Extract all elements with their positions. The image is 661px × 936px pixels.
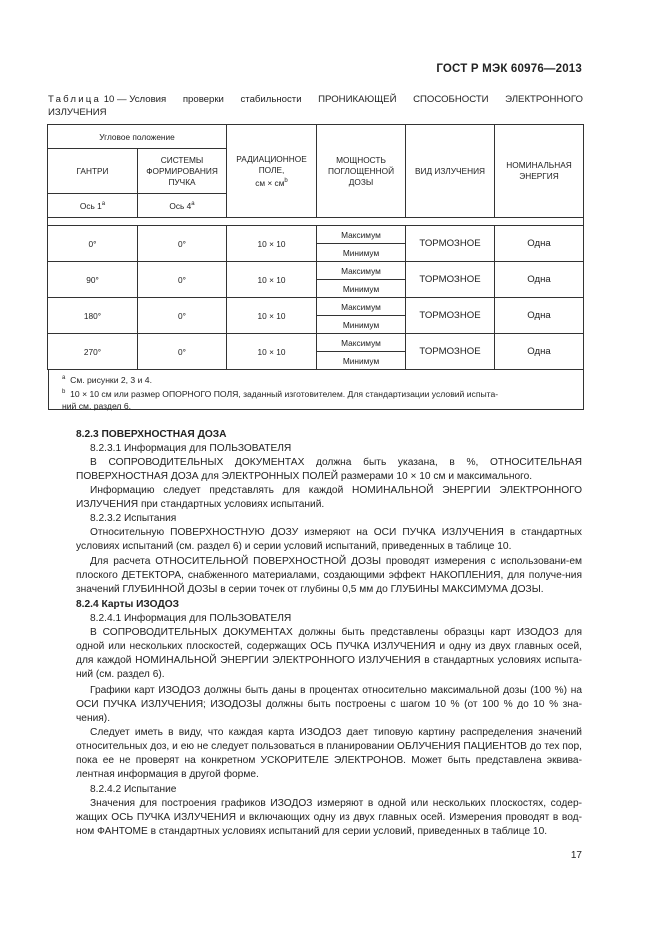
cell-gantry: 270° [48,334,138,370]
table-row [48,298,584,316]
cell-energy: Одна [495,298,584,334]
table-row [48,226,584,244]
caption-dash: — [117,94,127,105]
footnote-b: $^b$ 10 × 10 см или размер ОПОРНОГО ПОЛЯ, заданный изготовителем. Для стандартизации условий испыта- [62,388,499,399]
document-standard-header: ГОСТ Р МЭК 60976—2013 [436,63,582,75]
cell-gantry: 0° [48,226,138,262]
paragraph: В СОПРОВОДИТЕЛЬНЫХ ДОКУМЕНТАХ должны быть представлены образцы карт ИЗОДОЗ для одной или нескольких плоскостей, содержащих ОСЬ ПУЧКА ИЗЛУЧЕНИЯ и одну из двух главных осей, для каждой НОМИНАЛЬНОЙ ЭНЕРГИИ ЭЛЕКТРОННОГО ИЗЛУЧЕНИЯ в стандартных условиях испыта-ний (см. раздел 6). [76,627,582,680]
footnote-b-cont: ний см. раздел 6. [62,400,132,411]
cell-field: 10 × 10 [227,226,317,262]
col-header-radiation-type: ВИД ИЗЛУЧЕНИЯ [406,125,495,218]
col-header-gantry: ГАНТРИ [48,149,138,194]
table-row [48,334,584,352]
page-number: 17 [570,850,582,861]
col-header-field: РАДИАЦИОННОЕ ПОЛЕ, см × $см^b$ [227,125,317,218]
cell-field: 10 × 10 [227,334,317,370]
caption-word: проверки [182,94,224,105]
cell-system: 0° [138,298,227,334]
cell-system: 0° [138,262,227,298]
col-header-nominal-energy: НОМИНАЛЬНАЯ ЭНЕРГИЯ [495,125,584,218]
cell-energy: Одна [495,262,584,298]
spacer-row [48,218,584,226]
cell-energy: Одна [495,334,584,370]
table-caption [48,94,583,119]
caption-label: Таблица [48,94,102,105]
cell-dose-min: Минимум [317,352,406,370]
axis1-label: Ось 1$^a$ [48,194,138,218]
caption-number: 10 [103,94,115,105]
section-8-2-3-title: 8.2.3 ПОВЕРХНОСТНАЯ ДОЗА [76,429,227,440]
subsection-8-2-3-1: 8.2.3.1 Информация для ПОЛЬЗОВАТЕЛЯ [90,443,292,454]
caption-word: ПРОНИКАЮЩЕЙ [318,94,397,105]
footnote-a: $^a$ См. рисунки 2, 3 и 4. [62,374,152,385]
cell-type: ТОРМОЗНОЕ [406,262,495,298]
subsection-8-2-4-1: 8.2.4.1 Информация для ПОЛЬЗОВАТЕЛЯ [90,613,292,624]
cell-field: 10 × 10 [227,298,317,334]
paragraph: Информацию следует представлять для каждой НОМИНАЛЬНОЙ ЭНЕРГИИ ЭЛЕКТРОННОГО ИЗЛУЧЕНИЯ при стандартных условиях испытаний. [76,485,582,510]
group-header-angular-position: Угловое положение [48,125,227,149]
cell-dose-max: Максимум [317,226,406,244]
table-footnotes [48,370,584,410]
cell-dose-max: Максимум [317,334,406,352]
paragraph: В СОПРОВОДИТЕЛЬНЫХ ДОКУМЕНТАХ должна быть указана, в %, ОТНОСИТЕЛЬНАЯ ПОВЕРХНОСТНАЯ ДОЗА для ЭЛЕКТРОННЫХ ПОЛЕЙ размерами 10 × 10 см и максимального. [76,457,582,482]
caption-line2: ИЗЛУЧЕНИЯ [48,106,107,118]
paragraph: Значения для построения графиков ИЗОДОЗ измеряют в одной или нескольких плоскостях, содер-жащих ОСЬ ПУЧКА ИЗЛУЧЕНИЯ и включающих одну из двух главных осей. Измерения проводят в вод-ном ФАНТОМЕ в стандартных условиях испытаний для серии условий, приведенных в таблице 10. [76,798,582,837]
cell-system: 0° [138,334,227,370]
caption-word: СПОСОБНОСТИ [413,94,489,105]
paragraph: Следует иметь в виду, что каждая карта ИЗОДОЗ дает типовую картину распределения значений относительных доз, и ею не следует пользоваться в планировании ОБЛУЧЕНИЯ ПАЦИЕНТОВ до тех пор, пока ее не проверят на конкретном УСКОРИТЕЛЕ ЭЛЕКТРОНОВ. Может быть представлена эквива-лентная информация в другой форме. [76,727,582,780]
cell-dose-max: Максимум [317,298,406,316]
cell-system: 0° [138,226,227,262]
caption-word: ЭЛЕКТРОННОГО [505,94,583,105]
cell-type: ТОРМОЗНОЕ [406,334,495,370]
subsection-8-2-3-2: 8.2.3.2 Испытания [90,513,177,524]
cell-gantry: 90° [48,262,138,298]
caption-word: стабильности [240,94,302,105]
section-8-2-4-title: 8.2.4 Карты ИЗОДОЗ [76,599,180,610]
subsection-8-2-4-2: 8.2.4.2 Испытание [90,784,177,795]
paragraph: Для расчета ОТНОСИТЕЛЬНОЙ ПОВЕРХНОСТНОЙ ДОЗЫ проводят измерения с использовани-ем плоского ДЕТЕКТОРА, снабженного материалами, создающими эффект НАКОПЛЕНИЯ, для получе-ния значений ГЛУБИННОЙ ДОЗЫ в серии точек от глубины 0,5 мм до ГЛУБИНЫ МАКСИМУМА ДОЗЫ. [76,556,582,595]
cell-dose-min: Минимум [317,316,406,334]
col-header-beam-system: СИСТЕМЫ ФОРМИРОВАНИЯ ПУЧКА [138,149,227,194]
paragraph: Графики карт ИЗОДОЗ должны быть даны в процентах относительно максимальной дозы (100 %) на ОСИ ПУЧКА ИЗЛУЧЕНИЯ; ИЗОДОЗЫ должны быть построены с шагом 10 % (от 100 % до 10 % зна-чения). [76,685,582,724]
cell-type: ТОРМОЗНОЕ [406,226,495,262]
cell-type: ТОРМОЗНОЕ [406,298,495,334]
cell-dose-min: Минимум [317,244,406,262]
cell-gantry: 180° [48,298,138,334]
paragraph: Относительную ПОВЕРХНОСТНУЮ ДОЗУ измеряют на ОСИ ПУЧКА ИЗЛУЧЕНИЯ в стандартных условиях испытаний (см. раздел 6) и серии условий испытаний, приведенных в таблице 10. [76,527,582,552]
cell-dose-max: Максимум [317,262,406,280]
stability-conditions-table [47,124,584,370]
axis4-label: Ось 4$^a$ [138,194,227,218]
table-row [48,262,584,280]
cell-energy: Одна [495,226,584,262]
cell-dose-min: Минимум [317,280,406,298]
cell-field: 10 × 10 [227,262,317,298]
caption-word: Условия [129,94,167,105]
col-header-dose-rate: МОЩНОСТЬ ПОГЛОЩЕННОЙ ДОЗЫ [317,125,406,218]
